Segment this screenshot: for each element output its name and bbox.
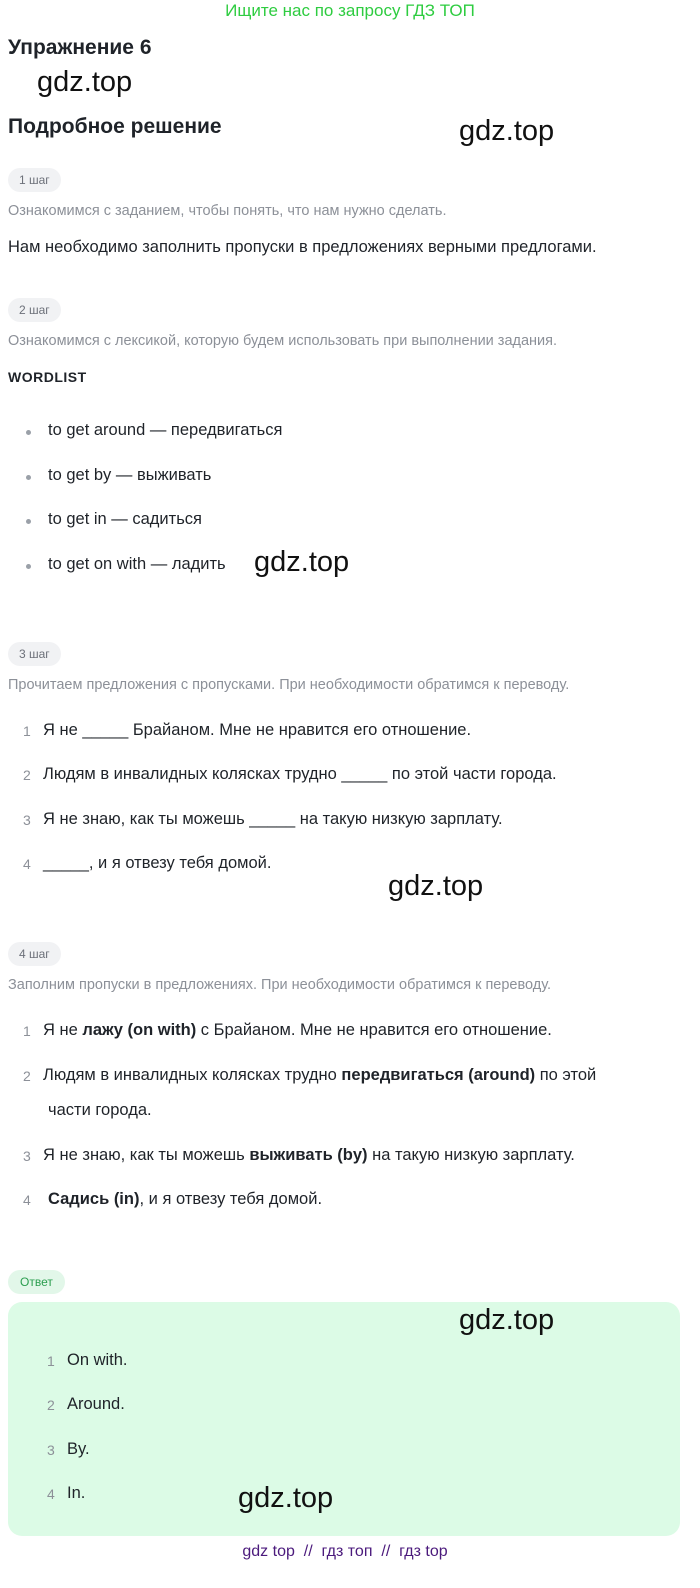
step-badge: 1 шаг	[8, 168, 61, 192]
step-badge: 2 шаг	[8, 298, 61, 322]
step-hint: Ознакомимся с лексикой, которую будем использовать при выполнении задания.	[8, 333, 558, 349]
filled-sentence: Людям в инвалидных колясках трудно передвигаться (around) по этой	[43, 1066, 597, 1084]
bullet	[26, 519, 31, 524]
step-badge: 4 шаг	[8, 942, 61, 966]
step-badge: 3 шаг	[8, 642, 61, 666]
item-number: 2	[23, 1068, 31, 1084]
wordlist-item: to get by — выживать	[48, 466, 212, 484]
step-hint: Прочитаем предложения с пропусками. При необходимости обратимся к переводу.	[8, 677, 570, 693]
filled-answer: передвигаться (around)	[341, 1066, 536, 1084]
answer-number: 1	[47, 1353, 55, 1369]
answer-item: By.	[67, 1440, 90, 1458]
item-number: 2	[23, 767, 31, 783]
item-number: 1	[23, 723, 31, 739]
answer-item: In.	[67, 1484, 86, 1502]
item-number: 3	[23, 1148, 31, 1164]
answer-item: Around.	[67, 1395, 125, 1413]
answer-number: 3	[47, 1442, 55, 1458]
footer-links[interactable]: gdz top // гдз топ // гдз top	[242, 1543, 448, 1560]
exercise-title: Упражнение 6	[8, 36, 152, 59]
step-hint: Заполним пропуски в предложениях. При необходимости обратимся к переводу.	[8, 977, 552, 993]
filled-sentence-continuation: части города.	[48, 1101, 152, 1119]
answer-number: 4	[47, 1486, 55, 1502]
search-hint-banner: Ищите нас по запросу ГДЗ ТОП	[225, 1, 475, 20]
wordlist-item: to get around — передвигаться	[48, 421, 283, 439]
bullet	[26, 564, 31, 569]
watermark: gdz.top	[388, 870, 484, 902]
step-hint: Ознакомимся с заданием, чтобы понять, что нам нужно сделать.	[8, 203, 447, 219]
sentence: Людям в инвалидных колясках трудно _____ по этой части города.	[43, 765, 557, 783]
item-number: 3	[23, 812, 31, 828]
filled-sentence: Я не лажу (on with) с Брайаном. Мне не нравится его отношение.	[43, 1021, 552, 1039]
wordlist-heading: WORDLIST	[8, 369, 87, 385]
sentence: Я не знаю, как ты можешь _____ на такую низкую зарплату.	[43, 810, 503, 828]
step-text: Нам необходимо заполнить пропуски в предложениях верными предлогами.	[8, 238, 597, 256]
solution-title: Подробное решение	[8, 115, 222, 138]
wordlist-item: to get on with — ладить	[48, 555, 226, 573]
watermark: gdz.top	[459, 115, 555, 147]
filled-sentence: Садись (in), и я отвезу тебя домой.	[48, 1190, 323, 1208]
answer-box	[8, 1302, 680, 1536]
item-number: 1	[23, 1023, 31, 1039]
answer-number: 2	[47, 1397, 55, 1413]
sentence: _____, и я отвезу тебя домой.	[43, 854, 272, 872]
item-number: 4	[23, 1192, 31, 1208]
watermark: gdz.top	[254, 546, 350, 578]
answer-item: On with.	[67, 1351, 128, 1369]
sentence: Я не _____ Брайаном. Мне не нравится его отношение.	[43, 721, 472, 739]
watermark: gdz.top	[459, 1304, 555, 1336]
watermark: gdz.top	[37, 66, 133, 98]
answer-badge: Ответ	[8, 1270, 65, 1294]
item-number: 4	[23, 856, 31, 872]
filled-answer: лажу (on with)	[82, 1021, 197, 1039]
bullet	[26, 475, 31, 480]
watermark: gdz.top	[238, 1482, 334, 1514]
bullet	[26, 430, 31, 435]
filled-answer: выживать (by)	[249, 1146, 368, 1164]
filled-answer: Садись (in)	[48, 1190, 140, 1208]
filled-sentence: Я не знаю, как ты можешь выживать (by) на такую низкую зарплату.	[43, 1146, 575, 1164]
wordlist-item: to get in — садиться	[48, 510, 202, 528]
